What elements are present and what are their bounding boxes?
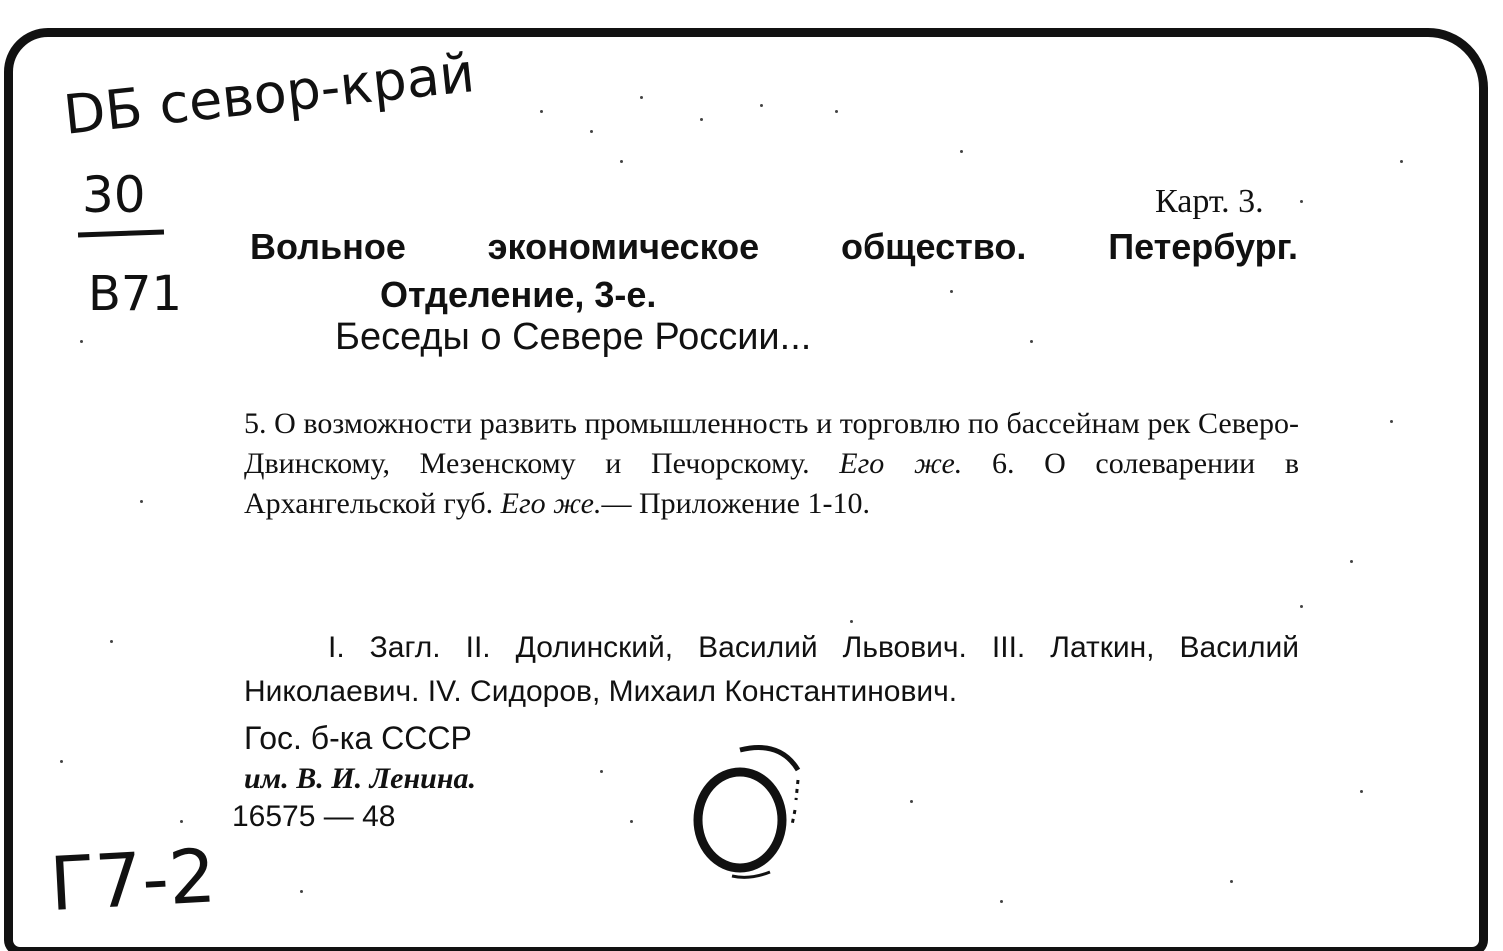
contents-line-5: 5. О возможности развить промышленность и торговлю по бассейнам рек Северо-Двинскому, Мезенскому и Печорскому. — [244, 407, 1299, 480]
handwritten-number: 30 — [82, 166, 146, 224]
handwritten-topic-note: DБ севор-край — [60, 41, 478, 147]
library-stamp-line-2: им. В. И. Ленина. — [244, 762, 476, 795]
handwritten-bottom-note: Г7-2 — [47, 833, 219, 928]
handwritten-shelf-mark: В71 — [88, 266, 183, 322]
index-entries: I. Загл. II. Долинский, Василий Львович. III. Латкин, Василий Николаевич. IV. Сидоров, Михаил Константинович. — [244, 631, 1299, 708]
department: Отделение, 3-е. — [380, 274, 657, 315]
author-ref-1: Его же. — [839, 447, 963, 480]
round-stamp-mark — [680, 730, 830, 890]
contents-appendix: — Приложение 1-10. — [601, 487, 870, 520]
author-ref-2: Его же. — [500, 487, 602, 520]
contents-paragraph — [244, 404, 1299, 524]
org-heading: Вольное экономическое общество. Петербург. — [250, 226, 1298, 267]
book-title: Беседы о Севере России... — [335, 316, 812, 358]
library-stamp-line-1: Гос. б-ка СССР — [244, 720, 472, 756]
card-number: Карт. 3. — [1155, 183, 1264, 220]
contents-line-6: 6. О солеварении в Архангельской губ. — [244, 447, 1300, 520]
library-stamp-line-3: 16575 — 48 — [232, 800, 396, 833]
